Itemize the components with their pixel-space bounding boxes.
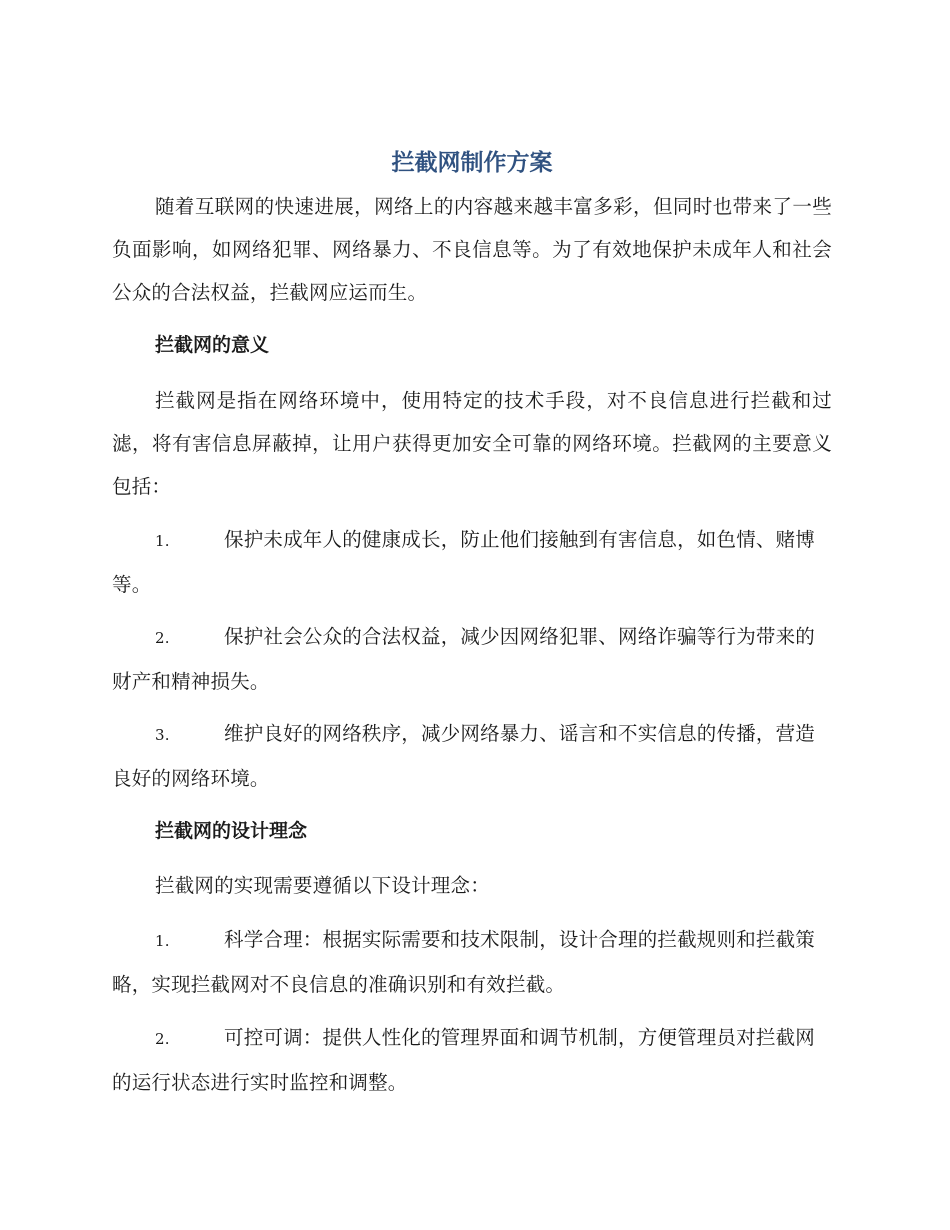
list-text: 保护社会公众的合法权益，减少因网络犯罪、网络诈骗等行为带来的财产和精神损失。 (112, 625, 816, 693)
list-number: 2. (155, 629, 170, 647)
list-number: 1. (155, 932, 170, 950)
document-title: 拦截网制作方案 (391, 150, 553, 176)
section-heading-design: 拦截网的设计理念 (155, 820, 308, 842)
list-item (112, 712, 832, 800)
significance-paragraph: 拦截网是指在网络环境中，使用特定的技术手段，对不良信息进行拦截和过滤，将有害信息屏蔽掉，让用户获得更加安全可靠的网络环境。拦截网的主要意义包括： (112, 389, 832, 498)
intro-paragraph: 随着互联网的快速进展，网络上的内容越来越丰富多彩，但同时也带来了一些负面影响，如网络犯罪、网络暴力、不良信息等。为了有效地保护未成年人和社会公众的合法权益，拦截网应运而生。 (112, 195, 832, 304)
list-text: 保护未成年人的健康成长，防止他们接触到有害信息，如色情、赌博等。 (112, 528, 816, 596)
list-text: 维护良好的网络秩序，减少网络暴力、谣言和不实信息的传播，营造良好的网络环境。 (112, 722, 816, 790)
list-item (112, 1016, 832, 1104)
list-item (112, 918, 832, 1006)
list-number: 2. (155, 1030, 170, 1048)
list-number: 1. (155, 532, 170, 550)
list-number: 3. (155, 726, 170, 744)
list-text: 可控可调：提供人性化的管理界面和调节机制，方便管理员对拦截网的运行状态进行实时监控和调整。 (112, 1026, 816, 1094)
list-item (112, 518, 832, 606)
list-item (112, 615, 832, 703)
list-text: 科学合理：根据实际需要和技术限制，设计合理的拦截规则和拦截策略，实现拦截网对不良信息的准确识别和有效拦截。 (112, 928, 816, 996)
section-heading-significance: 拦截网的意义 (155, 334, 270, 356)
design-paragraph: 拦截网的实现需要遵循以下设计理念： (155, 874, 490, 897)
